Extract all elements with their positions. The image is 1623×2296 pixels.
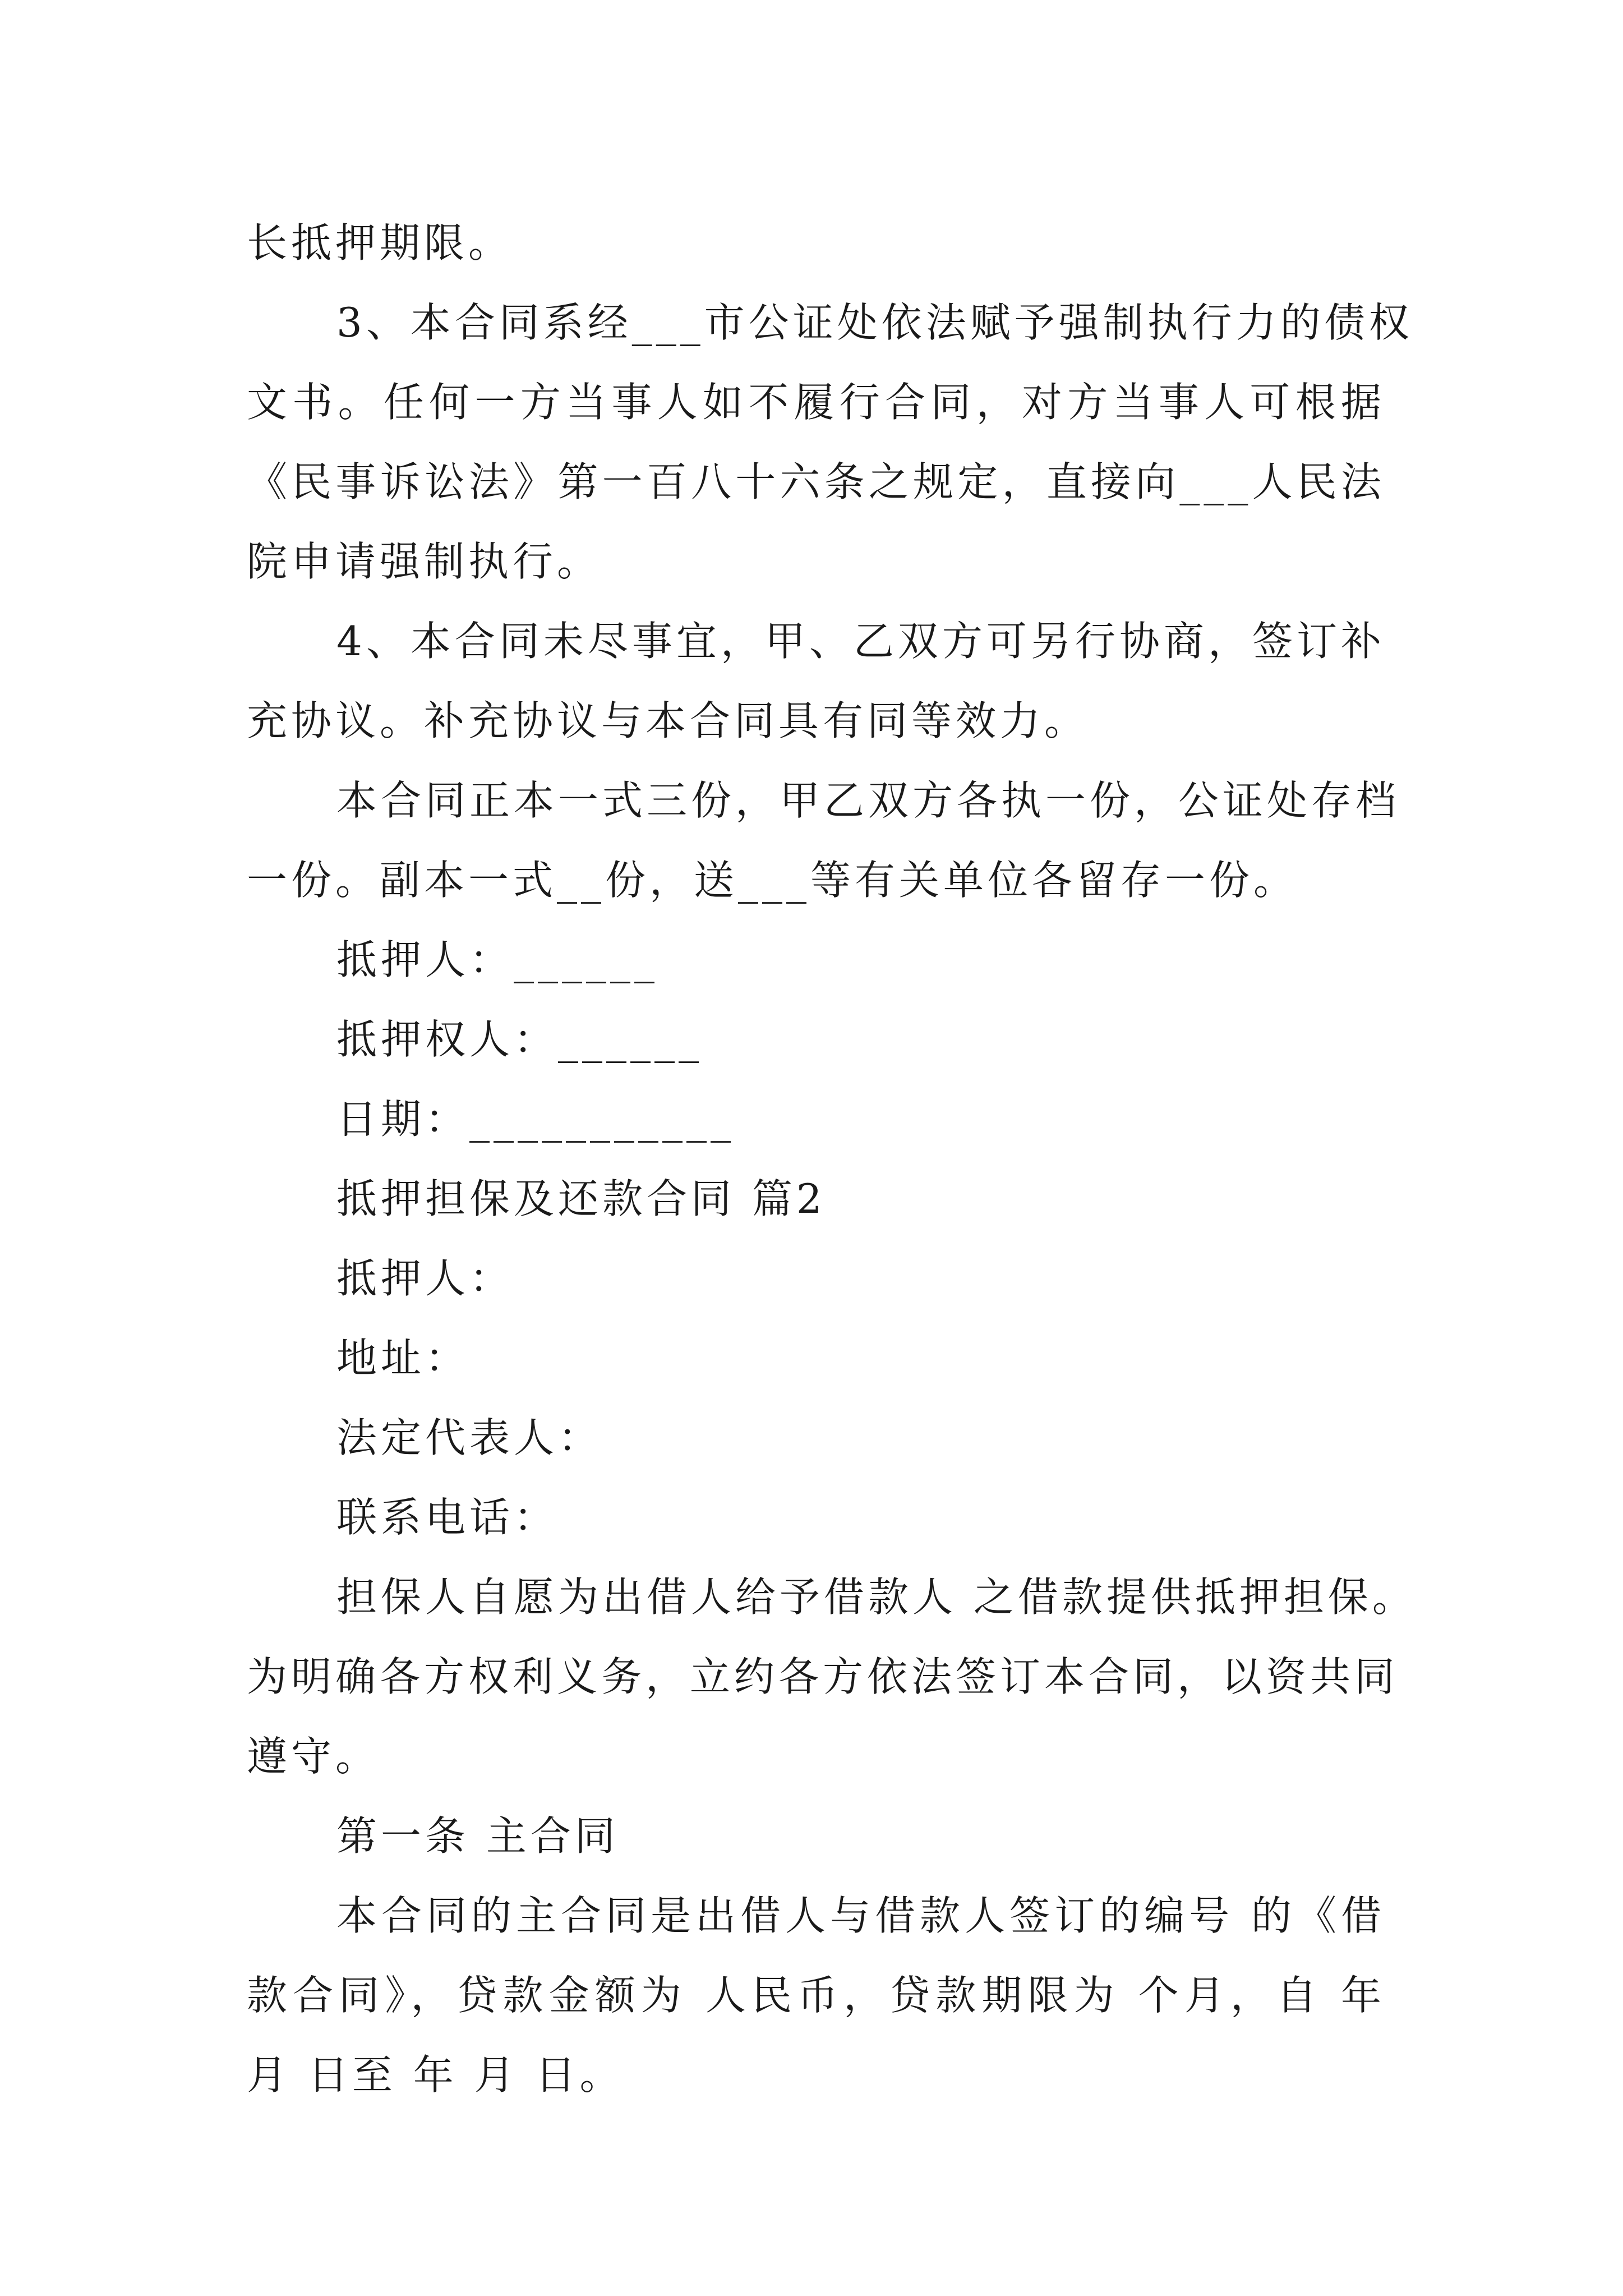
text-line: 3、本合同系经___市公证处依法赋予强制执行力的债权 (336, 299, 1413, 346)
text-line: 为明确各方权利义务，立约各方依法签订本合同，以资共同 (247, 1653, 1399, 1700)
signature-line-mortgagee: 抵押权人：______ (336, 1016, 703, 1063)
text-line: 4、本合同未尽事宜，甲、乙双方可另行协商，签订补 (336, 618, 1385, 665)
text-line: 文书。任何一方当事人如不履行合同，对方当事人可根据 (247, 379, 1385, 426)
date-line: 日期：___________ (336, 1096, 735, 1143)
text-line: 长抵押期限。 (247, 219, 513, 266)
text-line: 《民事诉讼法》第一百八十六条之规定，直接向___人民法 (247, 458, 1385, 505)
field-mortgagor: 抵押人： (336, 1255, 514, 1302)
text-line: 月 日至 年 月 日。 (247, 2051, 624, 2099)
field-address: 地址： (336, 1335, 470, 1382)
field-legal-representative: 法定代表人： (336, 1414, 603, 1461)
signature-line-mortgagor: 抵押人：______ (336, 936, 659, 983)
text-line: 款合同》，贷款金额为 人民币，贷款期限为 个月，自 年 (247, 1972, 1385, 2019)
text-line: 充协议。补充协议与本合同具有同等效力。 (247, 697, 1089, 744)
text-line: 担保人自愿为出借人给予借款人 之借款提供抵押担保。 (336, 1573, 1417, 1621)
text-line: 遵守。 (247, 1733, 380, 1780)
field-phone: 联系电话： (336, 1494, 559, 1541)
text-line: 本合同的主合同是出借人与借款人签订的编号 的《借 (336, 1892, 1385, 1939)
text-line: 本合同正本一式三份，甲乙双方各执一份，公证处存档 (336, 777, 1400, 824)
document-body (247, 203, 1417, 2115)
text-line: 院申请强制执行。 (247, 538, 602, 585)
section-title: 抵押担保及还款合同 篇2 (336, 1175, 826, 1222)
article-heading: 第一条 主合同 (336, 1812, 619, 1860)
text-line: 一份。副本一式__份，送___等有关单位各留存一份。 (247, 857, 1298, 904)
